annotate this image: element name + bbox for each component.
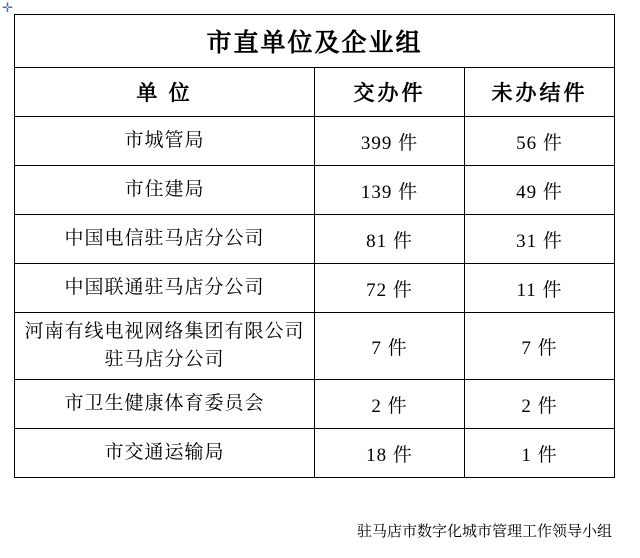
table-row bbox=[15, 264, 615, 313]
table-row bbox=[15, 313, 615, 380]
cell-unfinished: 49 件 bbox=[465, 166, 615, 215]
cell-assigned: 72 件 bbox=[315, 264, 465, 313]
table-row bbox=[15, 215, 615, 264]
table-row bbox=[15, 117, 615, 166]
cell-unfinished: 11 件 bbox=[465, 264, 615, 313]
cell-unit: 中国联通驻马店分公司 bbox=[15, 264, 315, 313]
cell-unit: 河南有线电视网络集团有限公司驻马店分公司 bbox=[15, 313, 315, 380]
cell-unfinished: 2 件 bbox=[465, 380, 615, 429]
cell-unit: 市交通运输局 bbox=[15, 429, 315, 478]
cell-assigned: 139 件 bbox=[315, 166, 465, 215]
table-header-row bbox=[15, 68, 615, 117]
cell-unit: 市住建局 bbox=[15, 166, 315, 215]
cell-assigned: 399 件 bbox=[315, 117, 465, 166]
cell-assigned: 81 件 bbox=[315, 215, 465, 264]
page-title: 市直单位及企业组 bbox=[15, 15, 615, 68]
cell-unfinished: 31 件 bbox=[465, 215, 615, 264]
cell-unit: 中国电信驻马店分公司 bbox=[15, 215, 315, 264]
crop-mark-icon: ✛ bbox=[2, 0, 13, 15]
document-footer-signature: 驻马店市数字化城市管理工作领导小组 bbox=[356, 523, 612, 540]
cell-unfinished: 7 件 bbox=[465, 313, 615, 380]
table-row bbox=[15, 429, 615, 478]
report-table-container bbox=[14, 14, 614, 478]
column-header-assigned: 交办件 bbox=[315, 68, 465, 117]
column-header-unfinished: 未办结件 bbox=[465, 68, 615, 117]
cell-assigned: 18 件 bbox=[315, 429, 465, 478]
table-row bbox=[15, 380, 615, 429]
cell-assigned: 7 件 bbox=[315, 313, 465, 380]
report-table bbox=[14, 14, 615, 478]
cell-unit: 市卫生健康体育委员会 bbox=[15, 380, 315, 429]
table-row bbox=[15, 166, 615, 215]
table-title-row bbox=[15, 15, 615, 68]
cell-unit: 市城管局 bbox=[15, 117, 315, 166]
cell-unfinished: 1 件 bbox=[465, 429, 615, 478]
cell-unfinished: 56 件 bbox=[465, 117, 615, 166]
cell-assigned: 2 件 bbox=[315, 380, 465, 429]
column-header-unit: 单 位 bbox=[15, 68, 315, 117]
